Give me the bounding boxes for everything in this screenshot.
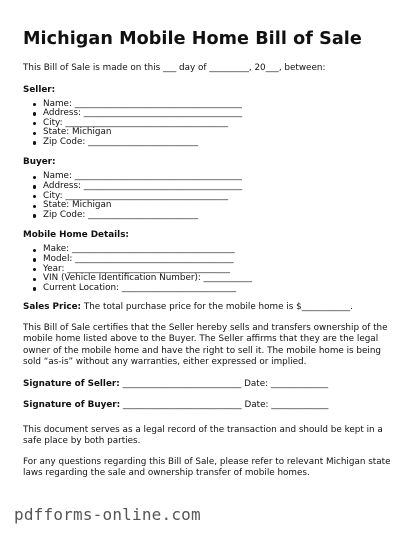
legal-record-paragraph: This document serves as a legal record of the transaction and should be kept in a safe place by both parties. bbox=[23, 424, 383, 447]
seller-address-field: Address: ____________________________________ bbox=[43, 109, 395, 119]
seller-heading: Seller: bbox=[23, 84, 56, 95]
buyer-signature-blank: ___________________________ Date: _____________ bbox=[120, 400, 329, 411]
home-model-field: Model: ____________________________________ bbox=[43, 255, 395, 265]
buyer-city-field: City: _____________________________________ bbox=[43, 192, 395, 202]
buyer-signature-label: Signature of Buyer: bbox=[23, 400, 121, 411]
site-watermark: pdfforms-online.com bbox=[14, 505, 201, 524]
buyer-state-field: State: Michigan bbox=[43, 201, 395, 211]
seller-signature-line bbox=[23, 379, 395, 391]
home-make-field: Make: _____________________________________ bbox=[43, 245, 395, 255]
intro-paragraph: This Bill of Sale is made on this ___ day of _________, 20___, between: bbox=[23, 63, 326, 73]
seller-zip-field: Zip Code: _________________________ bbox=[43, 138, 395, 148]
seller-name-field: Name: ______________________________________ bbox=[43, 100, 395, 110]
seller-state-field: State: Michigan bbox=[43, 128, 395, 138]
home-vin-field: VIN (Vehicle Identification Number): ___________ bbox=[43, 274, 395, 284]
questions-paragraph: For any questions regarding this Bill of Sale, please refer to relevant Michigan state laws regarding the sale and ownership transfer of mobile homes. bbox=[23, 456, 391, 479]
seller-signature-label: Signature of Seller: bbox=[23, 378, 120, 389]
home-location-field: Current Location: __________________________ bbox=[43, 284, 395, 294]
buyer-signature-line bbox=[23, 400, 395, 412]
buyer-heading: Buyer: bbox=[23, 157, 56, 168]
home-year-field: Year: _____________________________________ bbox=[43, 265, 395, 275]
document-page bbox=[23, 28, 395, 480]
certification-paragraph: This Bill of Sale certifies that the Seller hereby sells and transfers ownership of the mobile home listed above to the Buyer. The Seller affirms that they are the legal owner of the mobile home and have the right to sell it. The mobile home is being sold “as-is” without any warranties, either expressed or implied. bbox=[23, 322, 388, 368]
mobile-home-heading: Mobile Home Details: bbox=[23, 230, 129, 241]
seller-signature-blank: ___________________________ Date: _____________ bbox=[119, 378, 329, 389]
mobile-home-fields bbox=[23, 245, 395, 293]
seller-city-field: City: _____________________________________ bbox=[43, 119, 395, 129]
buyer-name-field: Name: ______________________________________ bbox=[43, 172, 395, 182]
buyer-fields bbox=[23, 172, 395, 220]
document-title: Michigan Mobile Home Bill of Sale bbox=[23, 29, 362, 49]
sales-price-line bbox=[23, 302, 395, 314]
sales-price-text: The total purchase price for the mobile home is $___________. bbox=[81, 302, 353, 313]
buyer-zip-field: Zip Code: _________________________ bbox=[43, 211, 395, 221]
buyer-address-field: Address: ____________________________________ bbox=[43, 182, 395, 192]
sales-price-label: Sales Price: bbox=[23, 302, 82, 313]
seller-fields bbox=[23, 100, 395, 148]
